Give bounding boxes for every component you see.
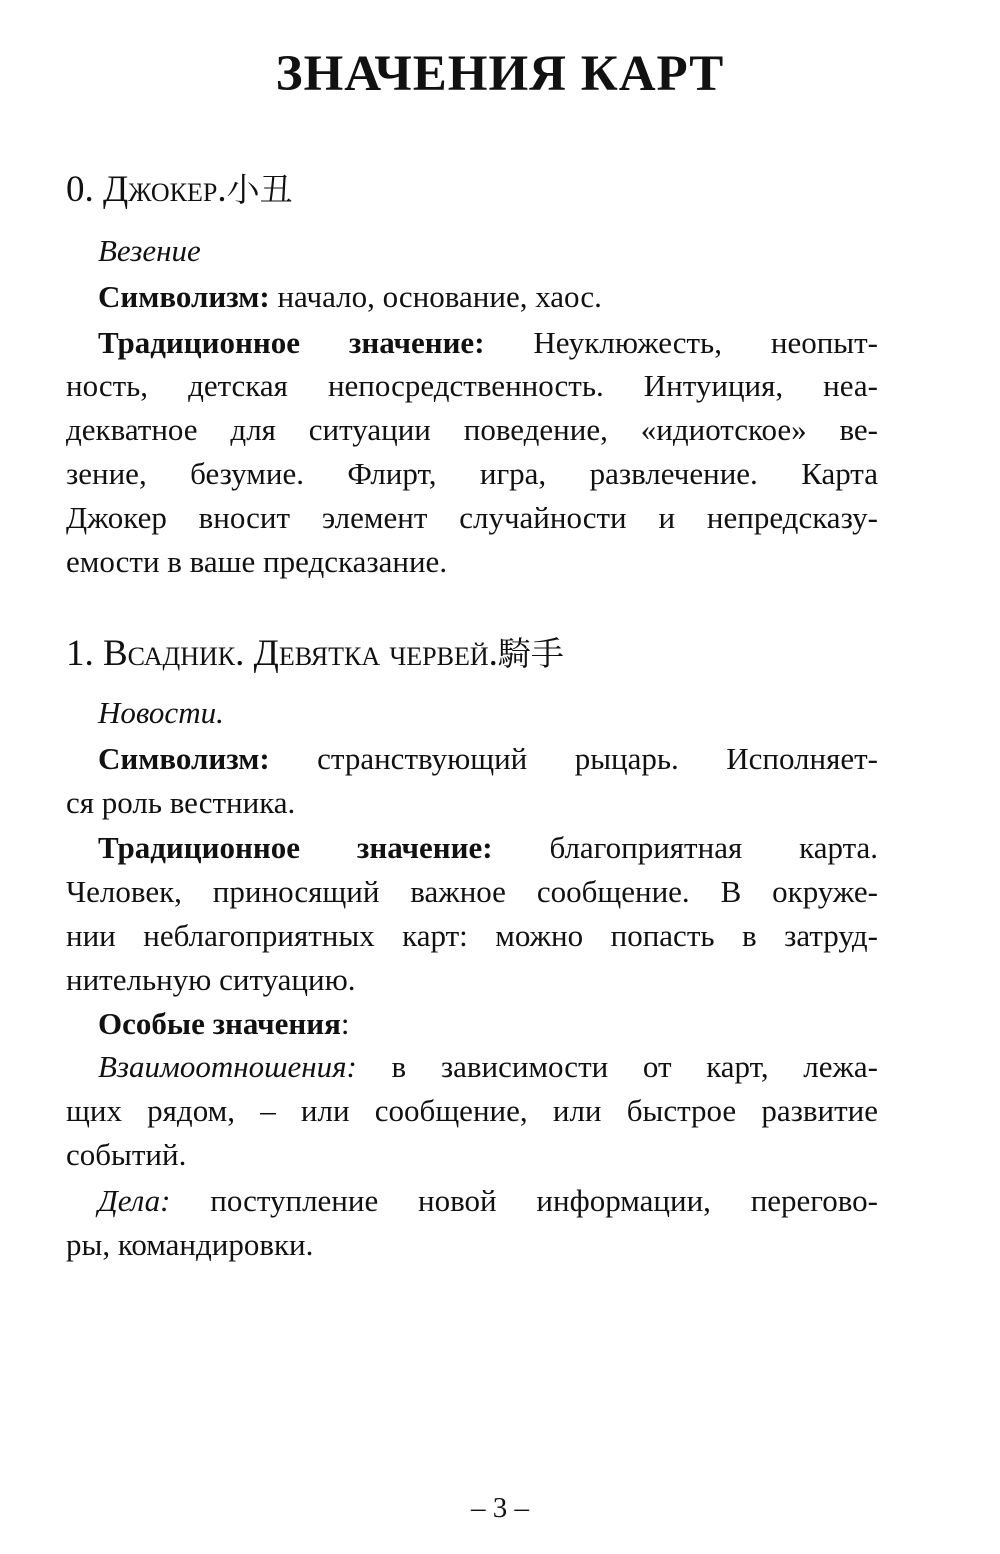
traditional-label: Традиционное значение:	[98, 830, 493, 866]
rider-symbolism	[66, 737, 878, 825]
line-text: благоприятная карта.	[492, 830, 878, 866]
rider-business	[66, 1179, 878, 1267]
section-heading-joker	[66, 166, 926, 214]
section-number: 0.	[66, 169, 94, 210]
section-name: Джокер.	[103, 169, 227, 210]
business-label: Дела:	[98, 1182, 171, 1218]
keyword-text: Новости.	[98, 695, 224, 730]
text-line: Человек, приносящий важное сообщение. В окруже-	[66, 874, 878, 910]
section-name: Всадник. Девятка червей.	[103, 633, 498, 674]
symbolism-label: Символизм:	[98, 740, 270, 776]
joker-symbolism	[66, 275, 878, 319]
line-text: Неуклюжесть, неопыт-	[484, 324, 878, 360]
text-line: декватное для ситуации поведение, «идиотское» ве-	[66, 412, 878, 448]
page-number: – 3 –	[471, 1492, 529, 1524]
section-heading-rider	[66, 630, 926, 678]
joker-body	[66, 229, 878, 583]
rider-special	[66, 1002, 878, 1046]
text-line: нительную ситуацию.	[66, 961, 356, 997]
text-line	[66, 737, 878, 781]
special-label: Особые значения	[98, 1005, 341, 1041]
line-text: странствующий рыцарь. Исполняет-	[269, 740, 878, 776]
rider-relations	[66, 1045, 878, 1176]
traditional-label: Традиционное значение:	[98, 324, 485, 360]
text-line: ся роль вестника.	[66, 784, 296, 820]
rider-traditional	[66, 826, 878, 1001]
text-line	[66, 1179, 878, 1223]
page-title: ЗНАЧЕНИЯ КАРТ	[275, 46, 725, 102]
keyword-text: Везение	[98, 233, 201, 268]
symbolism-label: Символизм:	[98, 278, 270, 314]
joker-keyword	[66, 229, 878, 273]
text-line	[66, 1045, 878, 1089]
text-line: зение, безумие. Флирт, игра, развлечение. Карта	[66, 455, 878, 491]
text-line: нии неблагоприятных карт: можно попасть в затруд-	[66, 917, 878, 953]
joker-traditional	[66, 321, 878, 584]
text-line: ры, командировки.	[66, 1226, 314, 1262]
text-line: Джокер вносит элемент случайности и непредсказу-	[66, 499, 878, 535]
symbolism-text: начало, основание, хаос.	[269, 278, 602, 314]
relations-label: Взаимоотношения:	[98, 1049, 357, 1085]
section-hanzi: 騎手	[497, 634, 564, 673]
rider-keyword	[66, 691, 878, 735]
text-line: событий.	[66, 1136, 187, 1172]
text-line	[66, 826, 878, 870]
special-colon: :	[340, 1005, 350, 1041]
text-line: емости в ваше предсказание.	[66, 543, 448, 579]
line-text: поступление новой информации, перегово-	[170, 1182, 878, 1218]
rider-body	[66, 691, 878, 1266]
text-line: ность, детская непосредственность. Интуиция, неа-	[66, 368, 878, 404]
section-hanzi: 小丑	[226, 170, 293, 209]
line-text: в зависимости от карт, лежа-	[356, 1049, 878, 1085]
section-number: 1.	[66, 633, 94, 674]
text-line	[66, 321, 878, 365]
text-line: щих рядом, – или сообщение, или быстрое развитие	[66, 1093, 878, 1129]
